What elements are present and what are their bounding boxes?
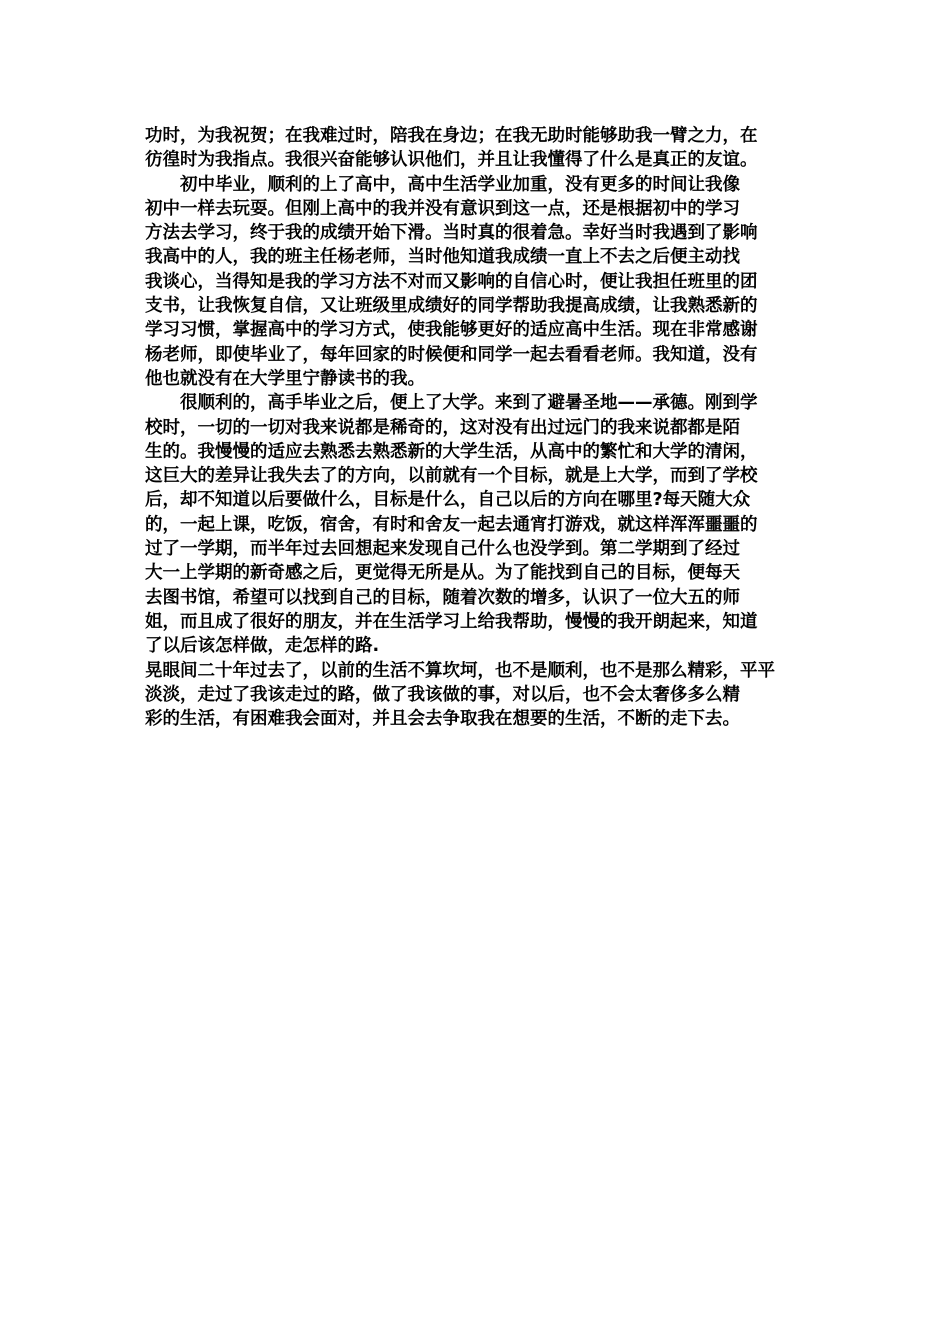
paragraph-line: 彩的生活，有困难我会面对，并且会去争取我在想要的生活，不断的走下去。: [145, 709, 740, 730]
paragraph-line: 过了一学期，而半年过去回想起来发现自己什么也没学到。第二学期到了经过: [145, 539, 740, 560]
paragraph-line: 这巨大的差异让我失去了的方向，以前就有一个目标，就是上大学，而到了学校: [145, 466, 758, 487]
paragraph-line: 方法去学习，终于我的成绩开始下滑。当时真的很着急。幸好当时我遇到了影响: [145, 223, 758, 244]
paragraph-line: 支书，让我恢复自信，又让班级里成绩好的同学帮助我提高成绩，让我熟悉新的: [145, 296, 758, 317]
paragraph-line: 的，一起上课，吃饭，宿舍，有时和舍友一起去通宵打游戏，就这样浑浑噩噩的: [145, 514, 758, 535]
paragraph-line: 杨老师，即使毕业了，每年回家的时候便和同学一起去看看老师。我知道，没有: [145, 344, 758, 365]
paragraph-line: 校时，一切的一切对我来说都是稀奇的，这对没有出过远门的我来说都都是陌: [145, 417, 740, 438]
paragraph-line: 大一上学期的新奇感之后，更觉得无所是从。为了能找到自己的目标，便每天: [145, 563, 740, 584]
document-body: [145, 124, 807, 731]
paragraph-line: 了以后该怎样做，走怎样的路.: [145, 636, 380, 657]
paragraph-line: 很顺利的，高手毕业之后，便上了大学。来到了避暑圣地——承德。刚到学: [180, 393, 758, 414]
paragraph-line: 彷徨时为我指点。我很兴奋能够认识他们，并且让我懂得了什么是真正的友谊。: [145, 150, 758, 171]
paragraph-line: 功时，为我祝贺；在我难过时，陪我在身边；在我无助时能够助我一臂之力，在: [145, 126, 758, 146]
paragraph-line: 晃眼间二十年过去了，以前的生活不算坎坷，也不是顺利，也不是那么精彩，平平: [145, 660, 775, 681]
paragraph-line: 我谈心，当得知是我的学习方法不对而又影响的自信心时，便让我担任班里的团: [145, 271, 758, 292]
paragraph-line: 生的。我慢慢的适应去熟悉去熟悉新的大学生活，从高中的繁忙和大学的清闲，: [145, 441, 758, 462]
paragraph-line: 初中一样去玩耍。但刚上高中的我并没有意识到这一点，还是根据初中的学习: [145, 198, 740, 219]
paragraph-line: 后，却不知道以后要做什么，目标是什么，自己以后的方向在哪里?每天随大众: [145, 490, 751, 511]
paragraph-line: 去图书馆，希望可以找到自己的目标，随着次数的增多，认识了一位大五的师: [145, 587, 740, 608]
paragraph-line: 淡淡，走过了我该走过的路，做了我该做的事，对以后，也不会太奢侈多么精: [145, 684, 740, 705]
paragraph-line: 他也就没有在大学里宁静读书的我。: [145, 368, 425, 389]
paragraph-line: 姐，而且成了很好的朋友，并在生活学习上给我帮助，慢慢的我开朗起来，知道: [145, 611, 758, 632]
paragraph-line: 学习习惯，掌握高中的学习方式，使我能够更好的适应高中生活。现在非常感谢: [145, 320, 758, 341]
paragraph-line: 我高中的人，我的班主任杨老师，当时他知道我成绩一直上不去之后便主动找: [145, 247, 740, 268]
paragraph-line: 初中毕业，顺利的上了高中，高中生活学业加重，没有更多的时间让我像: [180, 174, 740, 195]
